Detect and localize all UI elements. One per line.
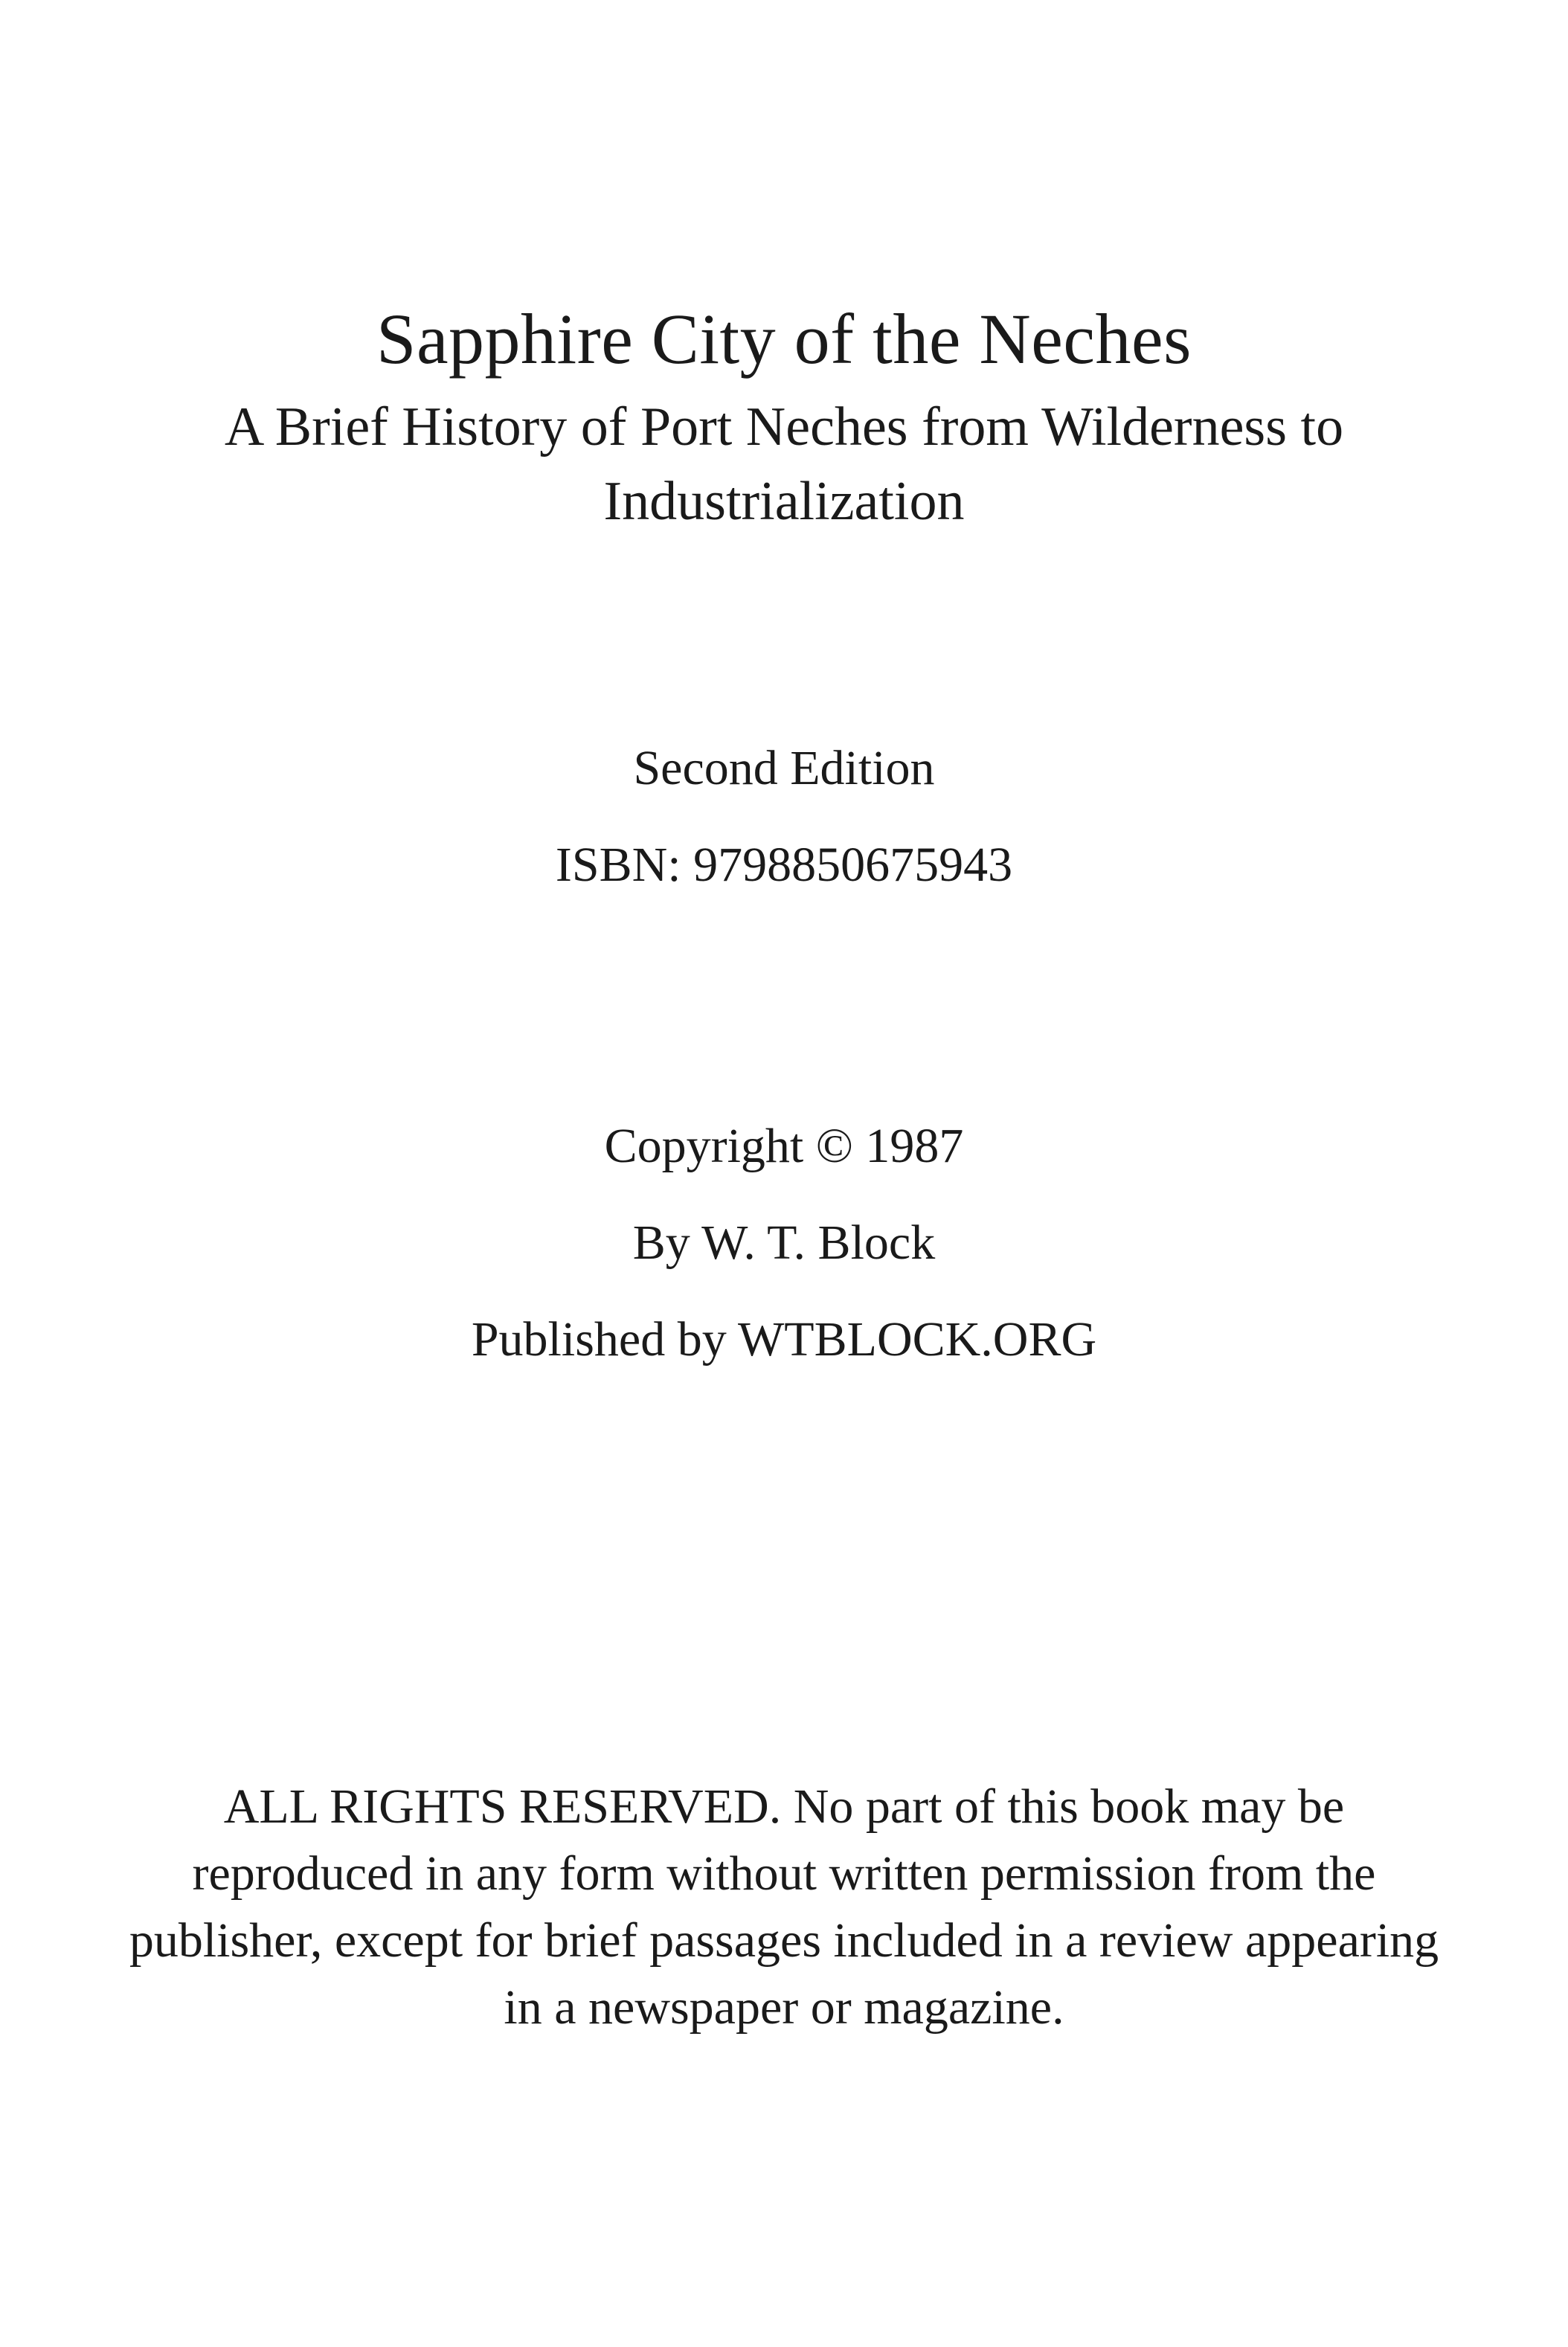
edition-label: Second Edition xyxy=(633,741,935,795)
book-title: Sapphire City of the Neches xyxy=(376,299,1192,379)
copyright-notice: Copyright © 1987 xyxy=(604,1119,964,1173)
rights-notice: ALL RIGHTS RESERVED. No part of this book may be reproduced in any form without written permission from the publisher, except for brief passages included in a review appearing in a newspaper or magazine. xyxy=(129,1779,1439,2035)
isbn-label: ISBN: 9798850675943 xyxy=(555,838,1013,892)
book-subtitle: A Brief History of Port Neches from Wilderness to Industrialization xyxy=(224,396,1344,532)
publisher-line: Published by WTBLOCK.ORG xyxy=(471,1312,1097,1367)
author-byline: By W. T. Block xyxy=(632,1216,936,1270)
